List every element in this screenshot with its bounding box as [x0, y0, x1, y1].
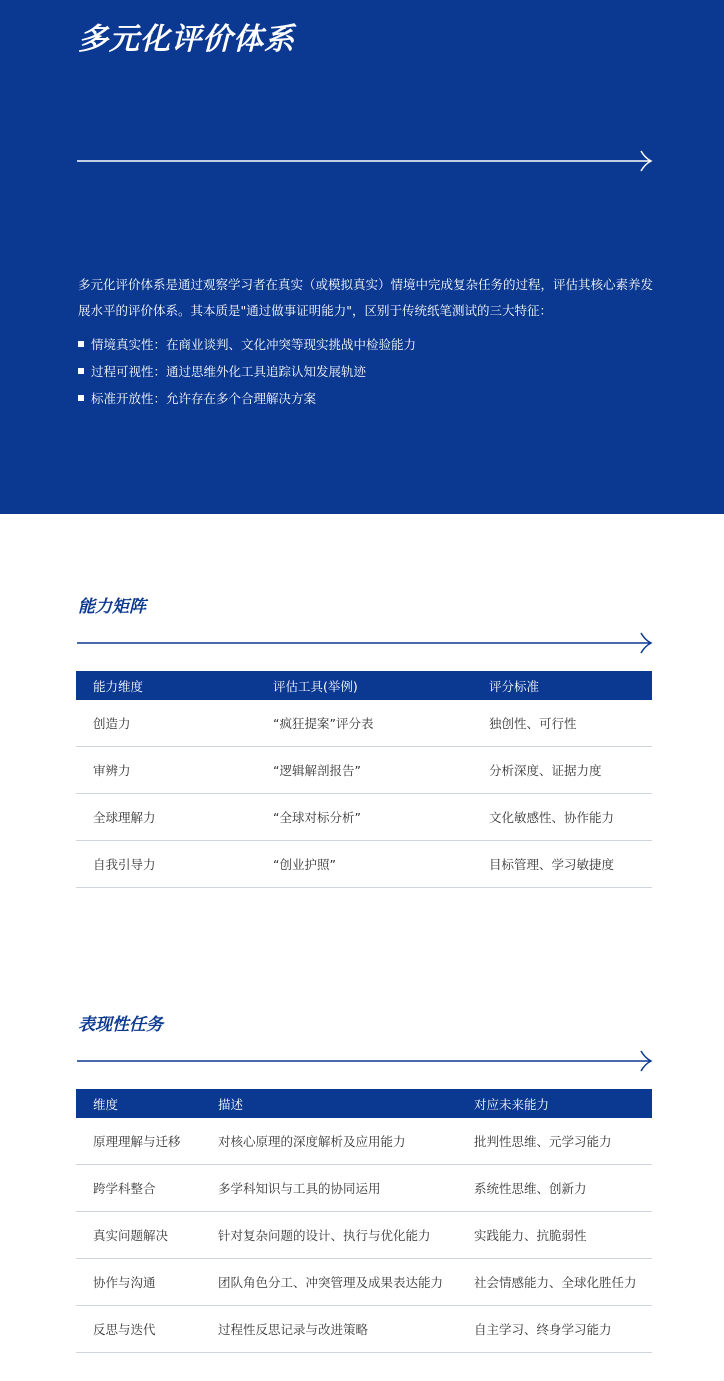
matrix-title: 能力矩阵	[78, 597, 146, 617]
table-cell: 全球理解力	[76, 794, 256, 841]
table-row	[76, 1165, 652, 1212]
table-row	[76, 794, 652, 841]
column-header: 评估工具(举例)	[256, 671, 472, 700]
table-row	[76, 700, 652, 747]
tasks-table	[76, 1089, 652, 1353]
intro-paragraph: 多元化评价体系是通过观察学习者在真实（或模拟真实）情境中完成复杂任务的过程，评估其核心素养发展水平的评价体系。其本质是"通过做事证明能力"，区别于传统纸笔测试的三大特征：	[78, 277, 654, 318]
table-row	[76, 841, 652, 888]
feature-item	[78, 385, 416, 412]
table-cell: 协作与沟通	[76, 1259, 201, 1306]
table-cell: 分析深度、证据力度	[472, 747, 652, 794]
table-cell: “疯狂提案”评分表	[256, 700, 472, 747]
table-cell: 创造力	[76, 700, 256, 747]
table-cell: 文化敏感性、协作能力	[472, 794, 652, 841]
table-cell: 反思与迭代	[76, 1306, 201, 1353]
table-cell: 团队角色分工、冲突管理及成果表达能力	[201, 1259, 457, 1306]
feature-text: 情境真实性：在商业谈判、文化冲突等现实挑战中检验能力	[91, 337, 417, 352]
table-cell: 跨学科整合	[76, 1165, 201, 1212]
table-cell: 针对复杂问题的设计、执行与优化能力	[201, 1212, 457, 1259]
table-cell: “创业护照”	[256, 841, 472, 888]
table-header-row	[76, 1089, 652, 1118]
table-cell: 多学科知识与工具的协同运用	[201, 1165, 457, 1212]
table-cell: 系统性思维、创新力	[457, 1165, 652, 1212]
table-cell: “逻辑解剖报告”	[256, 747, 472, 794]
column-header: 维度	[76, 1089, 201, 1118]
column-header: 评分标准	[472, 671, 652, 700]
square-bullet-icon	[78, 395, 84, 401]
arrow-right-icon	[76, 1050, 654, 1072]
column-header: 对应未来能力	[457, 1089, 652, 1118]
table-cell: 过程性反思记录与改进策略	[201, 1306, 457, 1353]
table-cell: “全球对标分析”	[256, 794, 472, 841]
feature-item	[78, 331, 416, 358]
table-row	[76, 1259, 652, 1306]
column-header: 描述	[201, 1089, 457, 1118]
tasks-title: 表现性任务	[78, 1015, 163, 1035]
table-cell: 自我引导力	[76, 841, 256, 888]
table-cell: 对核心原理的深度解析及应用能力	[201, 1118, 457, 1165]
square-bullet-icon	[78, 341, 84, 347]
table-cell: 独创性、可行性	[472, 700, 652, 747]
table-row	[76, 747, 652, 794]
column-header: 能力维度	[76, 671, 256, 700]
feature-text: 过程可视性：通过思维外化工具追踪认知发展轨迹	[91, 364, 367, 379]
page-title: 多元化评价体系	[78, 22, 295, 57]
table-cell: 社会情感能力、全球化胜任力	[457, 1259, 652, 1306]
table-cell: 自主学习、终身学习能力	[457, 1306, 652, 1353]
table-row	[76, 1118, 652, 1165]
hero-section	[0, 0, 724, 514]
table-cell: 实践能力、抗脆弱性	[457, 1212, 652, 1259]
matrix-table	[76, 671, 652, 888]
table-cell: 目标管理、学习敏捷度	[472, 841, 652, 888]
table-cell: 真实问题解决	[76, 1212, 201, 1259]
table-row	[76, 1306, 652, 1353]
table-header-row	[76, 671, 652, 700]
arrow-right-icon	[76, 150, 654, 172]
feature-text: 标准开放性：允许存在多个合理解决方案	[91, 391, 317, 406]
table-cell: 原理理解与迁移	[76, 1118, 201, 1165]
feature-item	[78, 358, 416, 385]
feature-list	[78, 331, 416, 412]
arrow-right-icon	[76, 632, 654, 654]
square-bullet-icon	[78, 368, 84, 374]
table-cell: 批判性思维、元学习能力	[457, 1118, 652, 1165]
table-row	[76, 1212, 652, 1259]
table-cell: 审辨力	[76, 747, 256, 794]
